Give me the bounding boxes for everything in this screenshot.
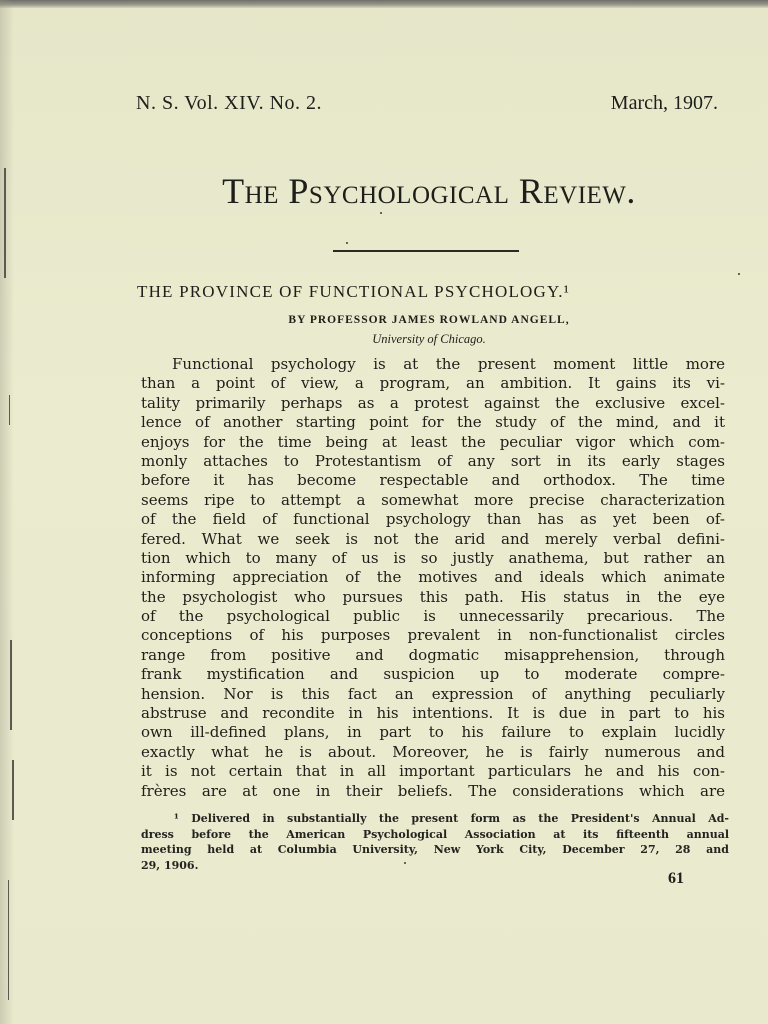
body-line: lence of another starting point for the study of the mind, and it: [141, 413, 725, 432]
body-line: tion which to many of us is so justly anathema, but rather an: [141, 548, 725, 567]
body-line: of the field of functional psychology than has as yet been of-: [141, 510, 725, 529]
body-line: monly attaches to Protestantism of any sort in its early stages: [141, 451, 725, 470]
article-title: THE PROVINCE OF FUNCTIONAL PSYCHOLOGY.¹: [137, 282, 571, 301]
margin-mark: [10, 640, 12, 730]
body-line: of the psychological public is unnecessarily precarious. The: [141, 607, 725, 626]
body-line: seems ripe to attempt a somewhat more precise characterization: [141, 490, 725, 509]
body-line: own ill-defined plans, in part to his failure to explain lucidly: [141, 723, 725, 742]
body-line: exactly what he is about. Moreover, he is fairly numerous and: [141, 742, 725, 761]
footnote: [141, 811, 729, 873]
author-affiliation: University of Chicago.: [372, 332, 486, 346]
body-line: abstruse and recondite in his intentions. It is due in part to his: [141, 704, 725, 723]
body-line: before it has become respectable and orthodox. The time: [141, 471, 725, 490]
journal-title: The Psychological Review.: [222, 171, 636, 211]
footnote-line: ¹ Delivered in substantially the present form as the President's Annual Ad-: [174, 812, 729, 825]
body-line: frank mystification and suspicion up to moderate compre-: [141, 665, 725, 684]
body-line: than a point of view, a program, an ambition. It gains its vi-: [141, 374, 725, 393]
issue-header: [136, 92, 718, 122]
binding-shadow: [0, 0, 14, 1024]
volume-number: N. S. Vol. XIV. No. 2.: [136, 92, 323, 114]
ink-speck: [738, 273, 740, 275]
title-rule: [333, 250, 519, 252]
page-top-edge: [0, 0, 768, 8]
body-line: tality primarily perhaps as a protest against the exclusive excel-: [141, 393, 725, 412]
body-line: the psychologist who pursues this path. His status in the eye: [141, 587, 725, 606]
page-number: 61: [668, 870, 684, 887]
body-line: conceptions of his purposes prevalent in non-functionalist circles: [141, 626, 725, 645]
margin-mark: [12, 760, 14, 820]
body-line: enjoys for the time being at least the peculiar vigor which com-: [141, 432, 725, 451]
body-line: it is not certain that in all important particulars he and his con-: [141, 762, 725, 781]
body-line: informing appreciation of the motives and ideals which animate: [141, 568, 725, 587]
article-body: [141, 355, 725, 801]
footnote-line: dress before the American Psychological Association at its fifteenth annual: [141, 827, 729, 841]
body-line: range from positive and dogmatic misapprehension, through: [141, 645, 725, 664]
ink-speck: [346, 242, 348, 244]
body-line: hension. Nor is this fact an expression of anything peculiarly: [141, 684, 725, 703]
body-line: fered. What we seek is not the arid and merely verbal defini-: [141, 529, 725, 548]
issue-date: March, 1907.: [610, 92, 718, 114]
footnote-line: 29, 1906.: [141, 858, 199, 872]
body-line: frères are at one in their beliefs. The considerations which are: [141, 781, 725, 800]
body-line: Functional psychology is at the present moment little more: [172, 355, 725, 373]
footnote-line: meeting held at Columbia University, New York City, December 27, 28 and: [141, 843, 729, 857]
author-byline: BY PROFESSOR JAMES ROWLAND ANGELL,: [288, 314, 570, 326]
margin-mark: [8, 880, 9, 1000]
ink-speck: [380, 212, 382, 214]
margin-mark: [9, 395, 10, 425]
